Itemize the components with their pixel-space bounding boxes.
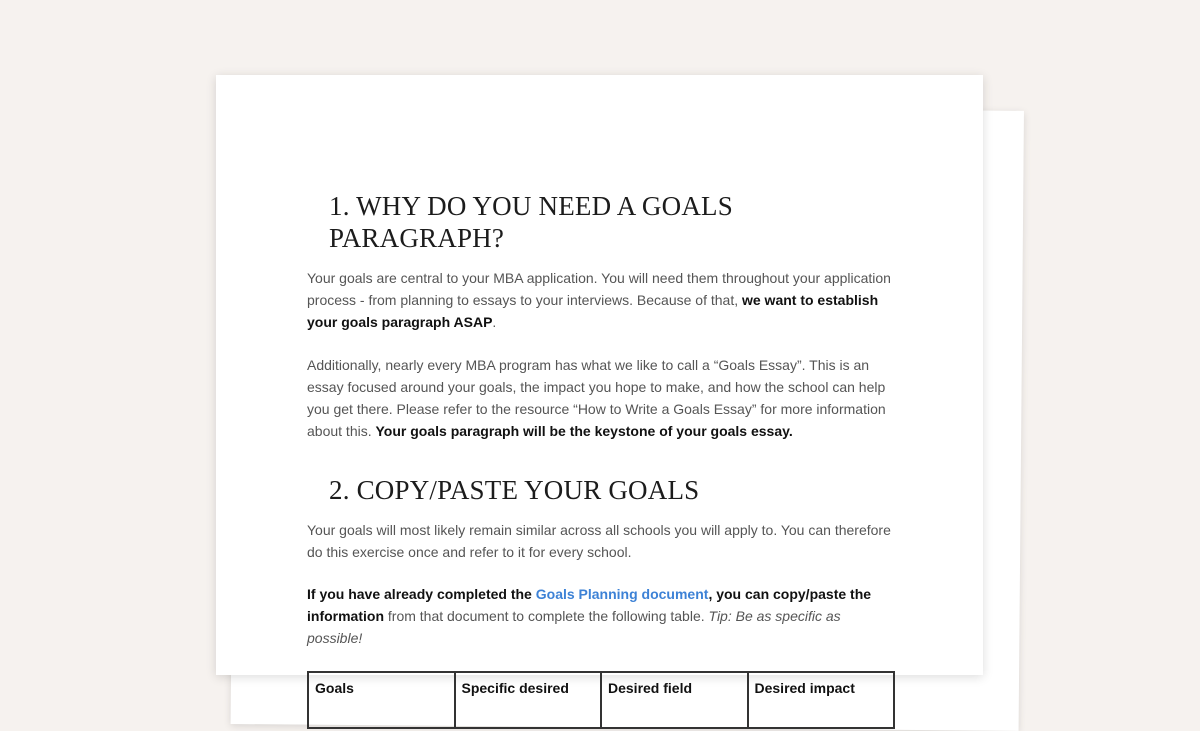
- document-page: [216, 75, 983, 697]
- section-2-paragraph-2-bold-tail: , you can copy/paste the information: [307, 586, 872, 625]
- section-1-paragraph-2-text: Additionally, nearly every MBA program has what we like to call a “Goals Essay”. This is an essay focused around your goals, the impact you hope to make, and how the school can help you get there. Please refer to the resource “How to Write a Goals Essay” for more information about this.: [307, 356, 886, 439]
- section-2-paragraph-2-text: from that document to complete the following table.: [384, 608, 709, 625]
- goals-table-header-row: [308, 672, 894, 728]
- section-2-tip: Tip: Be as specific as possible!: [307, 608, 841, 647]
- goals-table: [307, 671, 895, 729]
- goals-planning-document-link[interactable]: Goals Planning document: [535, 586, 709, 603]
- section-1-paragraph-1: [307, 267, 895, 333]
- section-2-paragraph-2-bold-lead: If you have already completed the: [307, 586, 536, 603]
- document-content: [307, 190, 895, 729]
- section-2-paragraph-2: [307, 583, 895, 649]
- section-1-paragraph-1-bold: we want to establish your goals paragraph ASAP: [307, 291, 879, 330]
- goals-table-header-desired-field: Desired field: [601, 672, 748, 728]
- section-2-heading: 2. COPY/PASTE YOUR GOALS: [329, 474, 700, 505]
- section-2-paragraph-1: Your goals will most likely remain similar across all schools you will apply to. You can therefore do this exercise once and refer to it for every school.: [307, 522, 891, 561]
- goals-table-header-goals: Goals: [308, 672, 455, 728]
- goals-table-header-desired-impact: Desired impact: [748, 672, 895, 728]
- section-1-paragraph-1-text: Your goals are central to your MBA application. You will need them throughout your application process - from planning to essays to your interviews. Because of that,: [307, 269, 891, 308]
- goals-table-header-specific-desired: Specific desired: [455, 672, 602, 728]
- section-1-paragraph-2-bold: Your goals paragraph will be the keystone of your goals essay.: [375, 422, 793, 439]
- section-1-paragraph-1-end: .: [492, 313, 497, 330]
- section-1-paragraph-2: [307, 354, 895, 442]
- section-1-heading: 1. WHY DO YOU NEED A GOALS PARAGRAPH?: [329, 191, 733, 254]
